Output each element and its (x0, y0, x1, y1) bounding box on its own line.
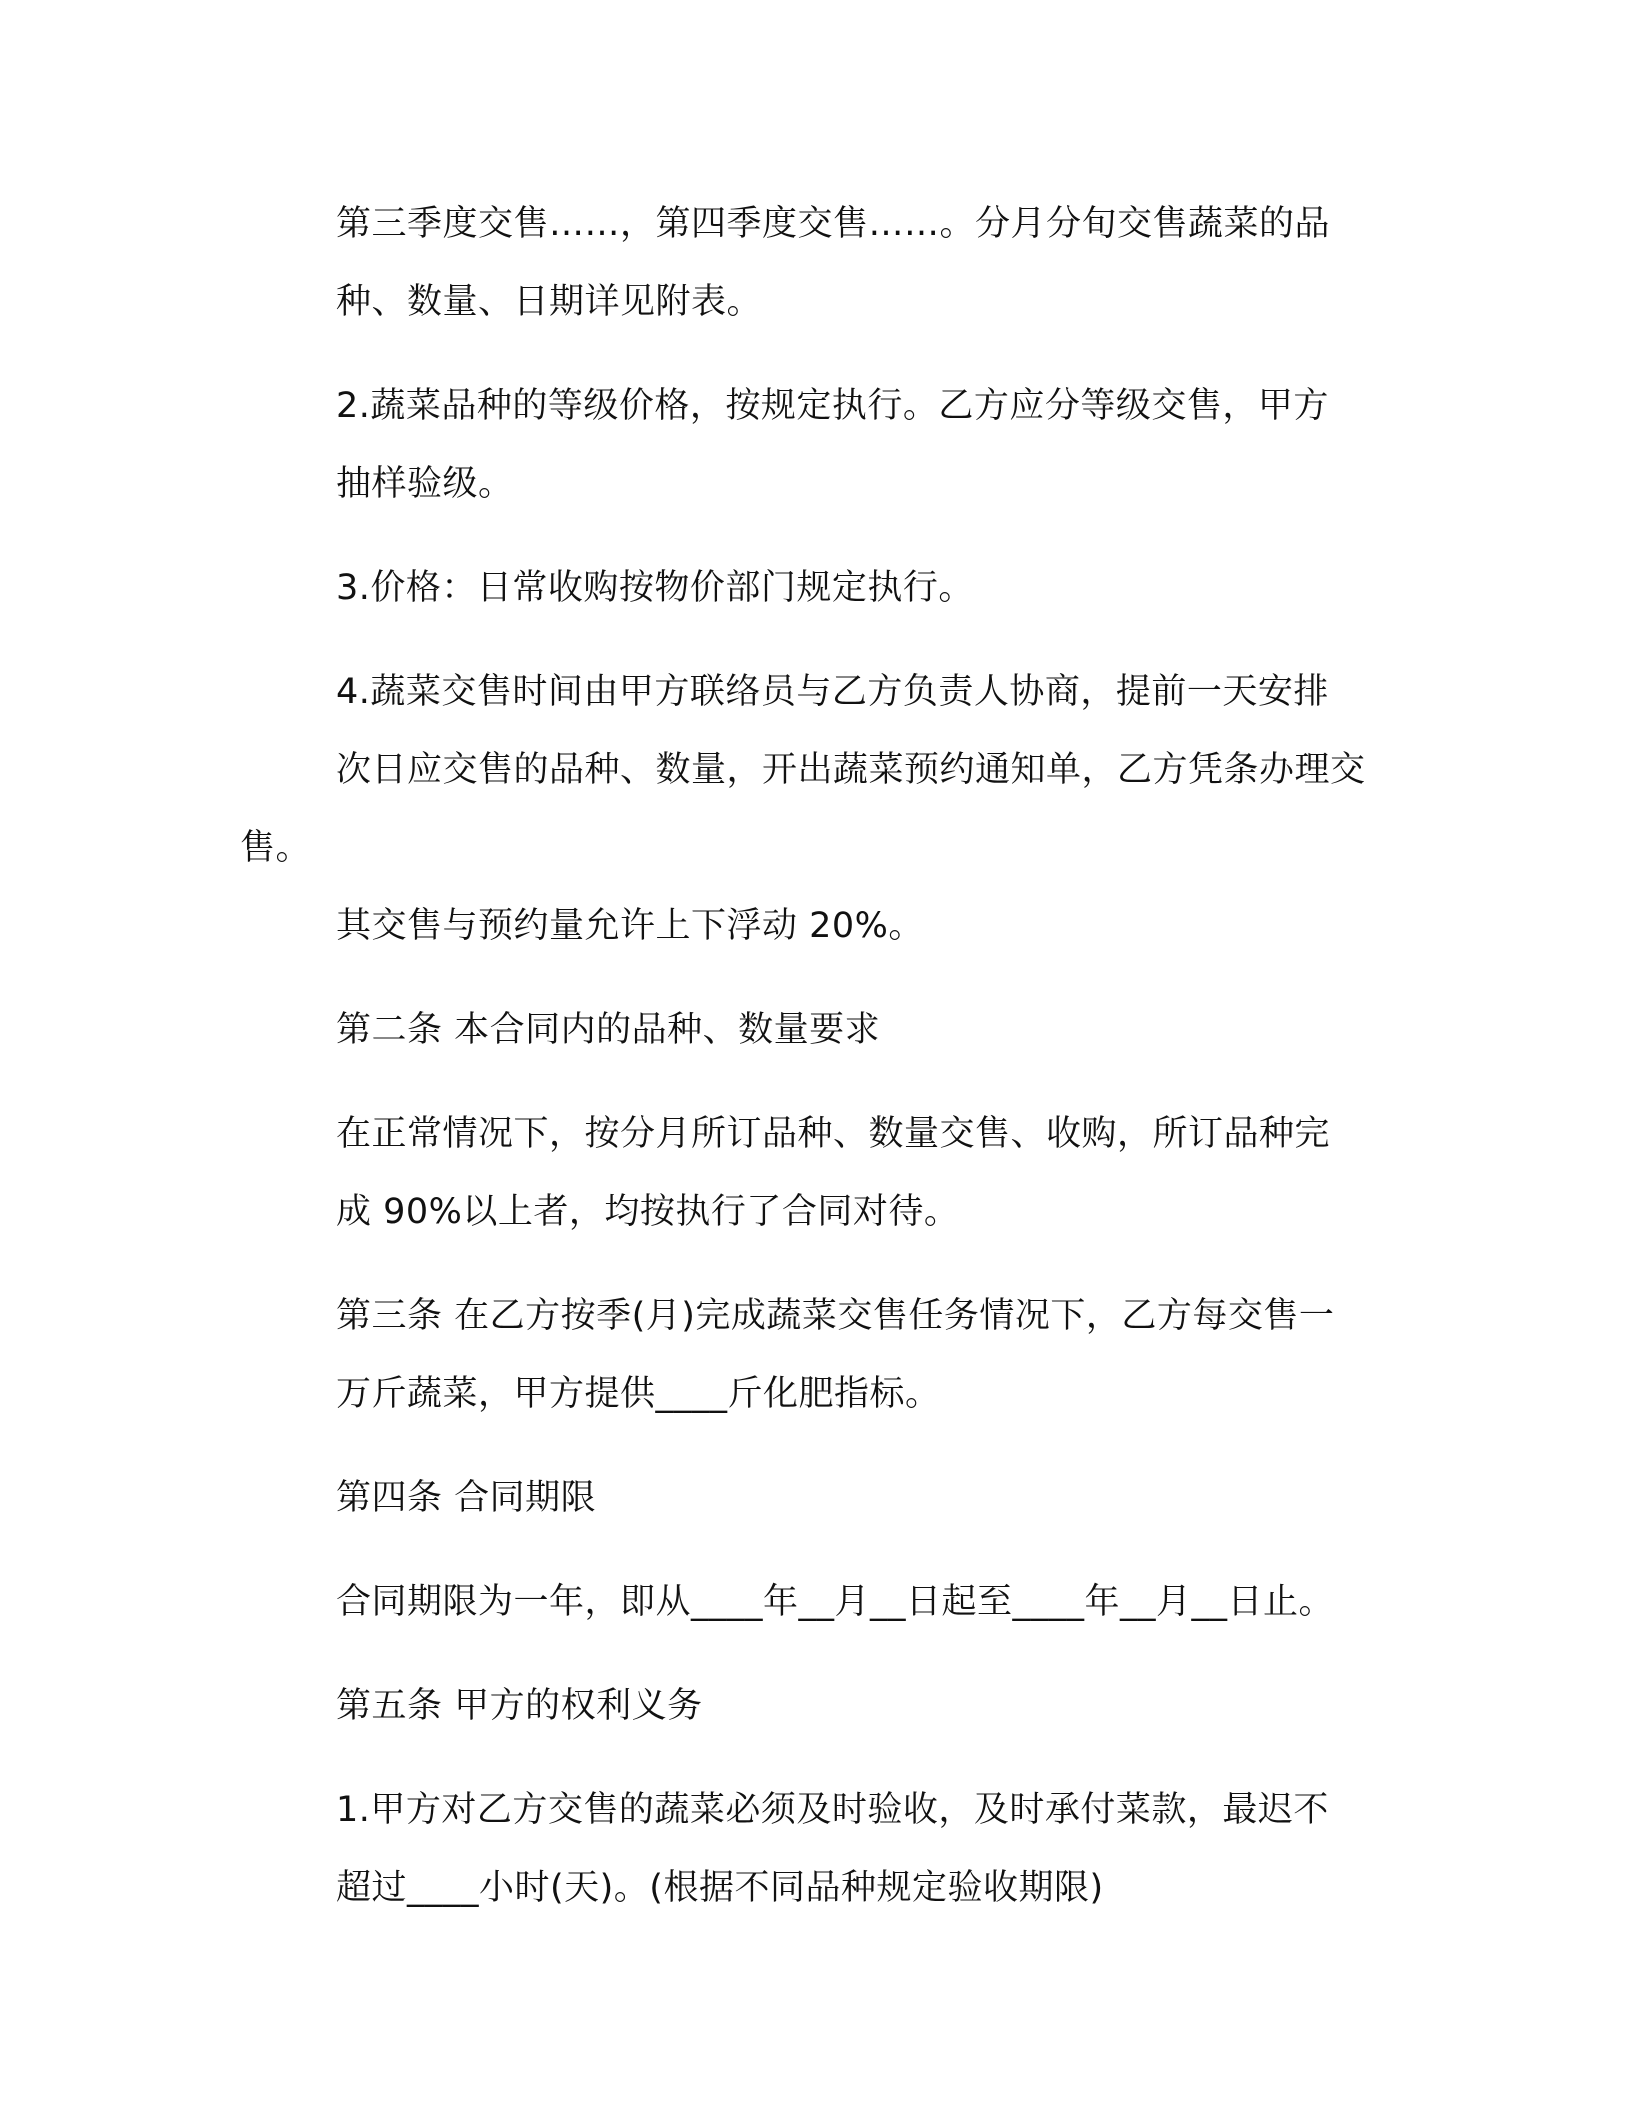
text-line: 1.甲方对乙方交售的蔬菜必须及时验收，及时承付菜款，最迟不 (336, 1790, 1329, 1830)
paragraph-normal-conditions (240, 1095, 1390, 1251)
article-3-fertilizer (240, 1277, 1390, 1433)
text-line: 成 90%以上者，均按执行了合同对待。 (336, 1192, 960, 1232)
text-line: 第二条 本合同内的品种、数量要求 (336, 1010, 881, 1050)
article-4-heading (240, 1459, 1390, 1537)
text-line: 第五条 甲方的权利义务 (336, 1686, 703, 1726)
text-line: 种、数量、日期详见附表。 (336, 282, 763, 322)
paragraph-acceptance (240, 1771, 1390, 1927)
paragraph-quarter-delivery (240, 185, 1390, 341)
text-line: 万斤蔬菜，甲方提供____斤化肥指标。 (336, 1374, 941, 1414)
paragraph-price (240, 549, 1390, 627)
text-line: 第三条 在乙方按季(月)完成蔬菜交售任务情况下，乙方每交售一 (336, 1296, 1335, 1336)
article-2-heading (240, 991, 1390, 1069)
text-line: 2.蔬菜品种的等级价格，按规定执行。乙方应分等级交售，甲方 (336, 386, 1329, 426)
text-line: 合同期限为一年，即从____年__月__日起至____年__月__日止。 (336, 1582, 1335, 1622)
document-body (240, 185, 1390, 1953)
text-line: 4.蔬菜交售时间由甲方联络员与乙方负责人协商，提前一天安排 (336, 672, 1329, 712)
article-5-heading (240, 1667, 1390, 1745)
text-line: 3.价格：日常收购按物价部门规定执行。 (336, 568, 974, 608)
text-line: 第四条 合同期限 (336, 1478, 597, 1518)
paragraph-delivery-time (240, 653, 1390, 965)
text-line: 超过____小时(天)。(根据不同品种规定验收期限) (336, 1868, 1104, 1908)
text-line: 次日应交售的品种、数量，开出蔬菜预约通知单，乙方凭条办理交售。 (240, 750, 1366, 868)
text-line: 第三季度交售……，第四季度交售……。分月分旬交售蔬菜的品 (336, 204, 1331, 244)
text-line: 抽样验级。 (336, 464, 514, 504)
text-line: 在正常情况下，按分月所订品种、数量交售、收购，所订品种完 (336, 1114, 1331, 1154)
paragraph-contract-term (240, 1563, 1390, 1641)
text-line: 其交售与预约量允许上下浮动 20%。 (336, 906, 924, 946)
paragraph-grade-price (240, 367, 1390, 523)
